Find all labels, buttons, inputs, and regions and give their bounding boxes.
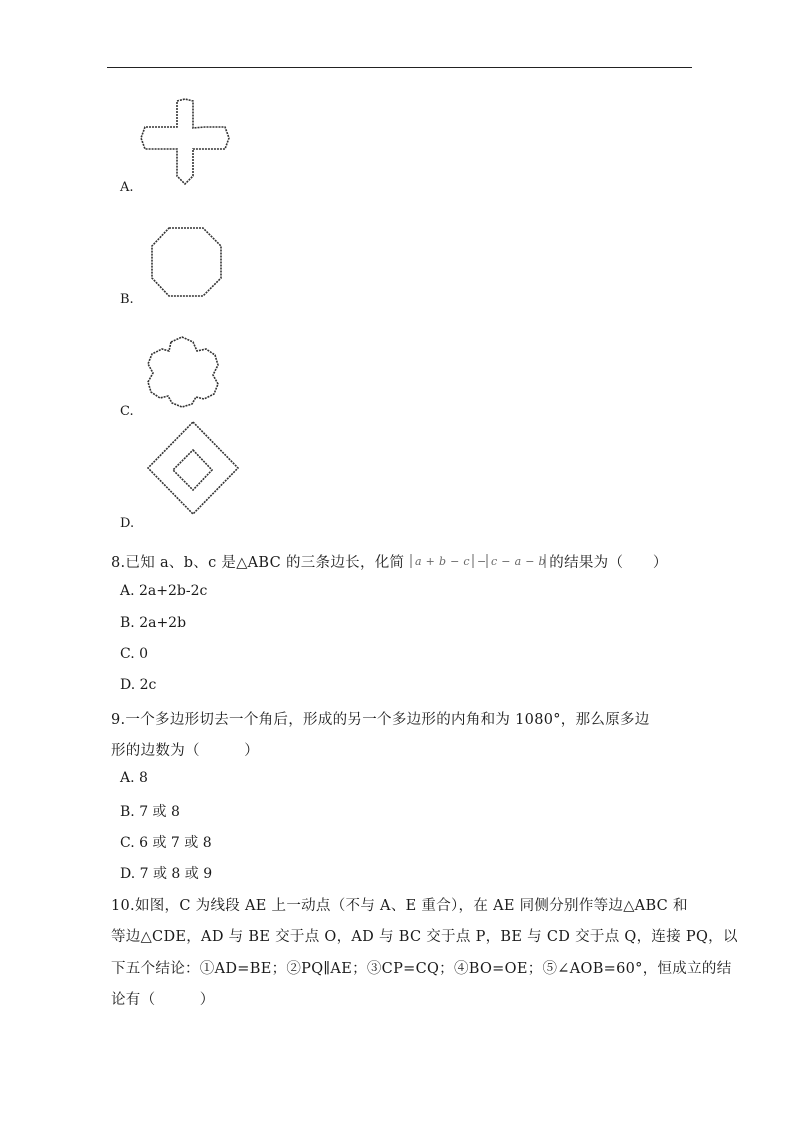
question-8-text-after: 的结果为（ ） (549, 555, 668, 571)
question-8-option-b: B. 2a+2b (120, 615, 187, 631)
question-10-line-3: 下五个结论：①AD=BE；②PQ∥AE；③CP=CQ；④BO=OE；⑤∠AOB=60°，恒成立的结 (111, 961, 732, 977)
question-10-line-4: 论有（ ） (111, 992, 215, 1008)
question-10-line-1: 10.如图，C 为线段 AE 上一动点（不与 A、E 重合），在 AE 同侧分别作等边△ABC 和 (111, 898, 688, 914)
question-8-formula (409, 553, 549, 569)
figure-option-d-label: D. (120, 516, 135, 531)
question-9-option-c: C. 6 或 7 或 8 (120, 835, 212, 851)
question-9-line-1: 9.一个多边形切去一个角后，形成的另一个多边形的内角和为 1080°，那么原多边 (111, 712, 650, 728)
question-10-line-2: 等边△CDE，AD 与 BE 交于点 O，AD 与 BC 交于点 P，BE 与 CD 交于点 Q，连接 PQ，以 (111, 929, 738, 945)
question-8-stem (111, 551, 668, 572)
question-8-text-before: 8.已知 a、b、c 是△ABC 的三条边长，化简 (111, 555, 410, 571)
formula-part-2: − (477, 555, 487, 568)
figure-option-b-label: B. (120, 292, 134, 307)
question-9-option-d: D. 7 或 8 或 9 (120, 866, 213, 882)
figure-option-a-label: A. (120, 180, 134, 195)
question-9-option-a: A. 8 (120, 770, 148, 786)
figure-option-c-label: C. (120, 404, 134, 419)
question-9-option-b: B. 7 或 8 (120, 804, 180, 820)
formula-part-1: a + b − c (415, 555, 471, 568)
octagon-figure (145, 222, 230, 302)
rounded-cross-figure (142, 333, 227, 413)
question-9-line-2: 形的边数为（ ） (111, 743, 259, 759)
cross-polygon-figure (135, 98, 235, 188)
formula-part-3: c − a − b (491, 555, 547, 568)
question-8-option-d: D. 2c (120, 677, 157, 693)
header-rule (107, 67, 692, 68)
question-8-option-c: C. 0 (120, 646, 149, 662)
nested-diamonds-figure (143, 418, 243, 518)
question-8-option-a: A. 2a+2b-2c (120, 583, 208, 599)
